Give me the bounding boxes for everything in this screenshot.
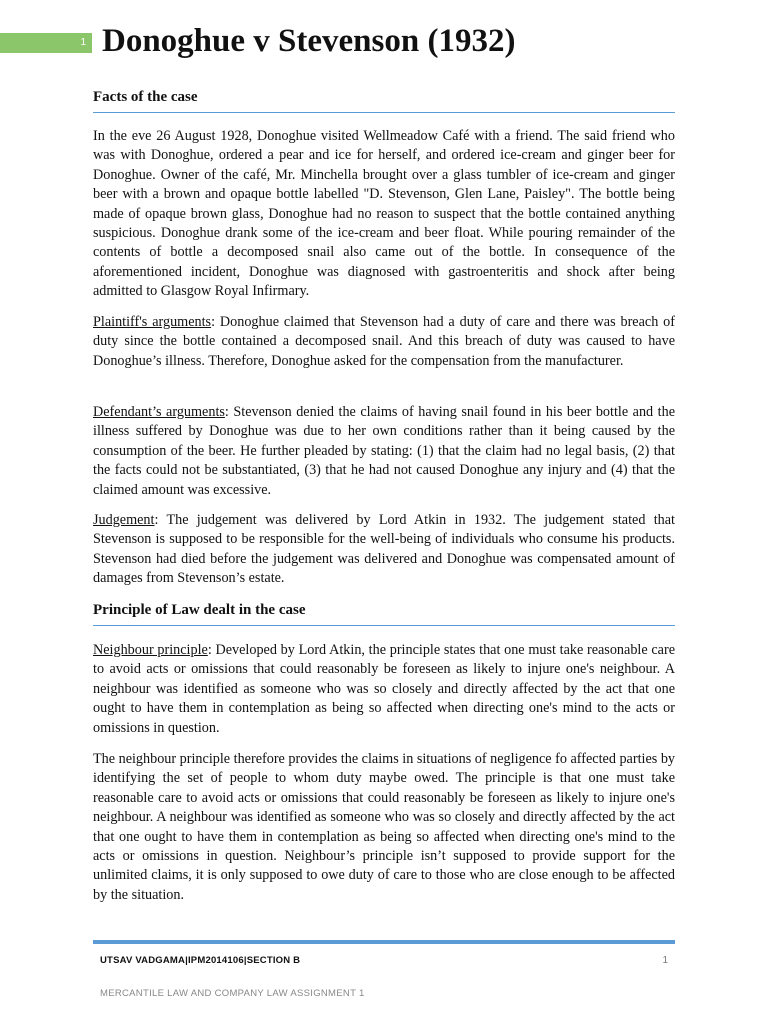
header-page-number: 1 [80, 37, 86, 48]
footer-assignment: MERCANTILE LAW AND COMPANY LAW ASSIGNMENT 1 [100, 988, 365, 999]
footer-author: UTSAV VADGAMA|IPM2014106|SECTION B [100, 955, 301, 966]
neighbour-text: : Developed by Lord Atkin, the principle states that one must take reasonable care to avoid acts or omissions that could reasonably be foreseen as likely to injure one's neighbour. A neighbour was identified as someone who was so closely and directly affected by the act that one ought to have them in contemplation as being so affected when directing one's mind to the acts or omissions in question. [93, 642, 675, 736]
principle-heading: Principle of Law dealt in the case [93, 601, 675, 626]
judgement-text: : The judgement was delivered by Lord Atkin in 1932. The judgement stated that Stevenson is supposed to be responsible for the well-being of individuals who consume his products. Stevenson had died before the judgement was delivered and Donoghue was compensated amount of damages from Stevenson’s estate. [93, 512, 675, 587]
neighbour-label: Neighbour principle [93, 642, 208, 658]
footer-rule [93, 940, 675, 944]
plaintiff-paragraph [93, 313, 675, 371]
judgement-paragraph [93, 511, 675, 589]
document-title: Donoghue v Stevenson (1932) [102, 23, 516, 59]
facts-paragraph: In the eve 26 August 1928, Donoghue visited Wellmeadow Café with a friend. The said friend who was with Donoghue, ordered a pear and ice for herself, and ordered ice-cream and ginger beer for Donoghue. Owner of the café, Mr. Minchella brought over a glass tumbler of ice-cream and ginger beer with a brown and opaque bottle labelled "D. Stevenson, Glen Lane, Paisley". The bottle being made of opaque brown glass, Donoghue had no reason to suspect that the bottle contained anything suspicious. Donoghue drank some of the ice-cream and beer float. While pouring remainder of the contents of bottle a decomposed snail also came out of the bottle. In consequence of the aforementioned incident, Donoghue was diagnosed with gastroenteritis and shock after being admitted to Glasgow Royal Infirmary. [93, 128, 675, 300]
defendant-text: : Stevenson denied the claims of having snail found in his beer bottle and the illness suffered by Donoghue was due to her own conditions rather than it being caused by the consumption of the beer. He further pleaded by stating: (1) that the claim had no legal basis, (2) that the facts could not be substantiated, (3) that he had not caused Donoghue any injury and (4) that the claimed amount was excessive. [93, 404, 675, 498]
plaintiff-label: Plaintiff's arguments [93, 314, 212, 330]
facts-heading: Facts of the case [93, 88, 675, 113]
defendant-paragraph [93, 403, 675, 500]
defendant-label: Defendant’s arguments [93, 404, 225, 420]
page-number-tab [0, 33, 92, 53]
neighbour-paragraph-2: The neighbour principle therefore provides the claims in situations of negligence fo affected parties by identifying the set of people to whom duty maybe owed. The principle is that one must take reasonable care to avoid acts or omissions that could reasonably be foreseen as likely to injure one's neighbour. A neighbour was identified as someone who was so closely and directly affected by the act that one ought to have them in contemplation as being so affected when directing one's mind to the acts or omissions in question. Neighbour’s principle isn’t supposed to provide support for the unlimited claims, it is only supposed to owe duty of care to those who are close enough to be affected by the situation. [93, 751, 676, 903]
judgement-label: Judgement [93, 512, 155, 528]
neighbour-paragraph [93, 641, 675, 738]
footer-page-number: 1 [662, 955, 668, 966]
plaintiff-text: : Donoghue claimed that Stevenson had a duty of care and there was breach of duty since the bottle contained a decomposed snail. And this breach of duty was caused to have Donoghue’s illness. Therefore, Donoghue asked for the compensation from the manufacturer. [93, 314, 675, 369]
